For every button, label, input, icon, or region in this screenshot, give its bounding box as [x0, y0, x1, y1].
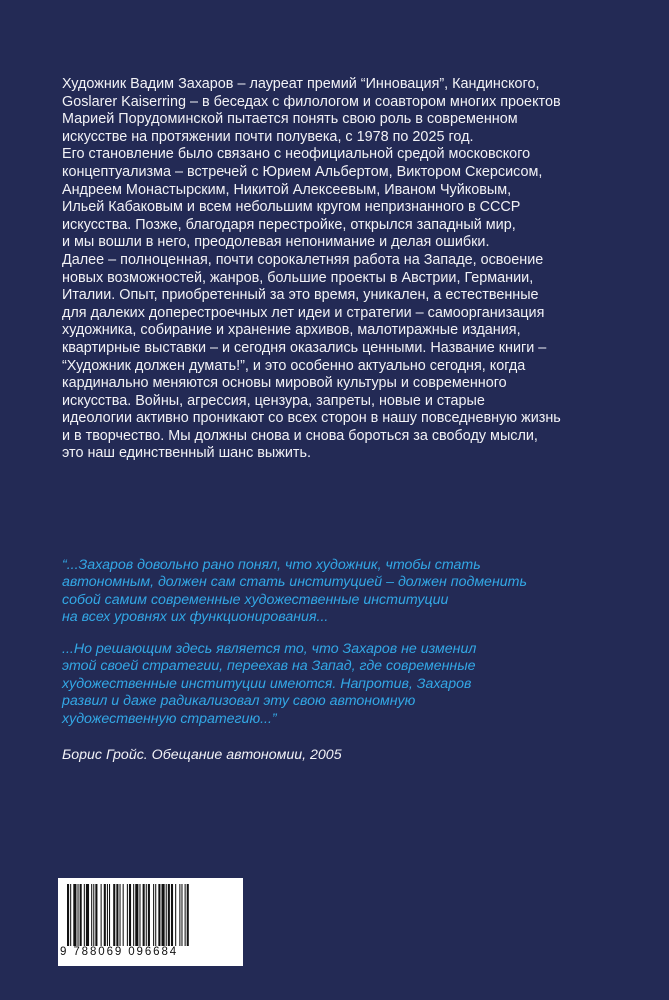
- barcode-bar: [116, 884, 118, 946]
- description-line: искусства. Войны, агрессия, цензура, запреты, новые и старые: [62, 392, 485, 409]
- description-line: искусства. Позже, благодаря перестройке, открылся западный мир,: [62, 216, 516, 233]
- description-line: кардинально меняются основы мировой культуры и современного: [62, 375, 507, 392]
- barcode-bar: [70, 884, 71, 946]
- quote-line: этой своей стратегии, переехав на Запад, где современные: [62, 658, 476, 675]
- barcode-bar: [175, 884, 176, 946]
- barcode-bar: [168, 884, 170, 946]
- barcode-bar: [166, 884, 167, 946]
- barcode-bar: [67, 884, 69, 946]
- barcode-bar: [171, 884, 173, 946]
- description-line: Художник Вадим Захаров – лауреат премий “Инновация”, Кандинского,: [62, 76, 540, 92]
- barcode-bar: [113, 884, 115, 946]
- barcode: [58, 878, 243, 966]
- quote-first: [62, 557, 582, 627]
- barcode-bar: [120, 884, 121, 946]
- quote-line: автономным, должен сам стать институцией – должен подменить: [62, 574, 527, 591]
- barcode-bar: [162, 884, 165, 946]
- description-line: Марией Порудоминской пытается понять свою роль в современном: [62, 111, 518, 128]
- barcode-bar: [158, 884, 160, 946]
- quote-second: [62, 641, 582, 728]
- barcode-bar: [153, 884, 154, 946]
- barcode-bar: [129, 884, 131, 946]
- barcode-bar: [84, 884, 85, 946]
- barcode-bar: [86, 884, 89, 946]
- barcode-bar: [155, 884, 156, 946]
- barcode-bar: [133, 884, 134, 946]
- barcode-bar: [109, 884, 110, 946]
- barcode-bar: [101, 884, 102, 946]
- quote-line: собой самим современные художественные институции: [62, 591, 449, 608]
- barcode-bar: [107, 884, 108, 946]
- description-line: Италии. Опыт, приобретенный за это время, уникален, а естественные: [62, 287, 539, 304]
- barcode-bar: [139, 884, 140, 946]
- quote-line: “...Захаров довольно рано понял, что художник, чтобы стать: [62, 557, 481, 573]
- barcode-bar: [127, 884, 128, 946]
- quote-line: на всех уровнях их функционирования...: [62, 609, 329, 626]
- description-line: для далеких доперестроечных лет идеи и стратегии – самоорганизация: [62, 304, 545, 321]
- description-line: искусстве на протяжении почти полувека, с 1978 по 2025 год.: [62, 128, 474, 145]
- description-line: художника, собирание и хранение архивов, малотиражные издания,: [62, 322, 521, 339]
- description-line: новых возможностей, жанров, большие проекты в Австрии, Германии,: [62, 269, 534, 286]
- barcode-bar: [143, 884, 145, 946]
- barcode-bar: [91, 884, 92, 946]
- barcode-bar: [123, 884, 124, 946]
- quote-line: художественные институции имеются. Напротив, Захаров: [62, 675, 472, 692]
- quote-line: развил и даже радикализовал эту свою автономную: [62, 693, 416, 710]
- description-line: концептуализма – встречей с Юрием Альбертом, Виктором Скерсисом,: [62, 163, 543, 180]
- description-line: Его становление было связано с неофициальной средой московского: [62, 146, 531, 163]
- quote-line: художественную стратегию...”: [62, 710, 277, 727]
- barcode-bar: [146, 884, 147, 946]
- description-line: “Художник должен думать!”, и это особенно актуально сегодня, когда: [62, 357, 526, 374]
- barcode-bar: [181, 884, 182, 946]
- barcode-bar: [179, 884, 180, 946]
- description-line: идеологии активно проникают со всех сторон в нашу повседневную жизнь: [62, 410, 561, 427]
- barcode-bar: [187, 884, 189, 946]
- quote-line: ...Но решающим здесь является то, что Захаров не изменил: [62, 641, 477, 657]
- description-text: [62, 76, 622, 463]
- barcode-bar: [148, 884, 150, 946]
- description-line: это наш единственный шанс выжить.: [62, 445, 311, 462]
- description-line: Андреем Монастырским, Никитой Алексеевым, Иваном Чуйковым,: [62, 181, 512, 198]
- barcode-bar: [104, 884, 106, 946]
- description-line: и мы вошли в него, преодолевая непонимание и делая ошибки.: [62, 234, 490, 251]
- barcode-bar: [135, 884, 138, 946]
- barcode-bar: [93, 884, 94, 946]
- barcode-bar: [73, 884, 76, 946]
- description-line: Далее – полноценная, почти сорокалетняя работа на Западе, освоение: [62, 251, 544, 268]
- quote-attribution: Борис Гройс. Обещание автономии, 2005: [62, 747, 342, 763]
- barcode-bars: [67, 884, 234, 946]
- barcode-bar: [185, 884, 186, 946]
- barcode-number: 9 788069 096684: [60, 946, 179, 958]
- description-line: квартирные выставки – и сегодня оказались ценными. Название книги –: [62, 339, 547, 356]
- description-line: Ильей Кабаковым и всем небольшим кругом непризнанного в СССР: [62, 199, 521, 216]
- barcode-bar: [80, 884, 82, 946]
- description-line: Goslarer Kaiserring – в беседах с филологом и соавтором многих проектов: [62, 93, 561, 110]
- barcode-bar: [78, 884, 79, 946]
- description-line: и в творчество. Мы должны снова и снова бороться за свободу мысли,: [62, 427, 538, 444]
- barcode-bar: [95, 884, 97, 946]
